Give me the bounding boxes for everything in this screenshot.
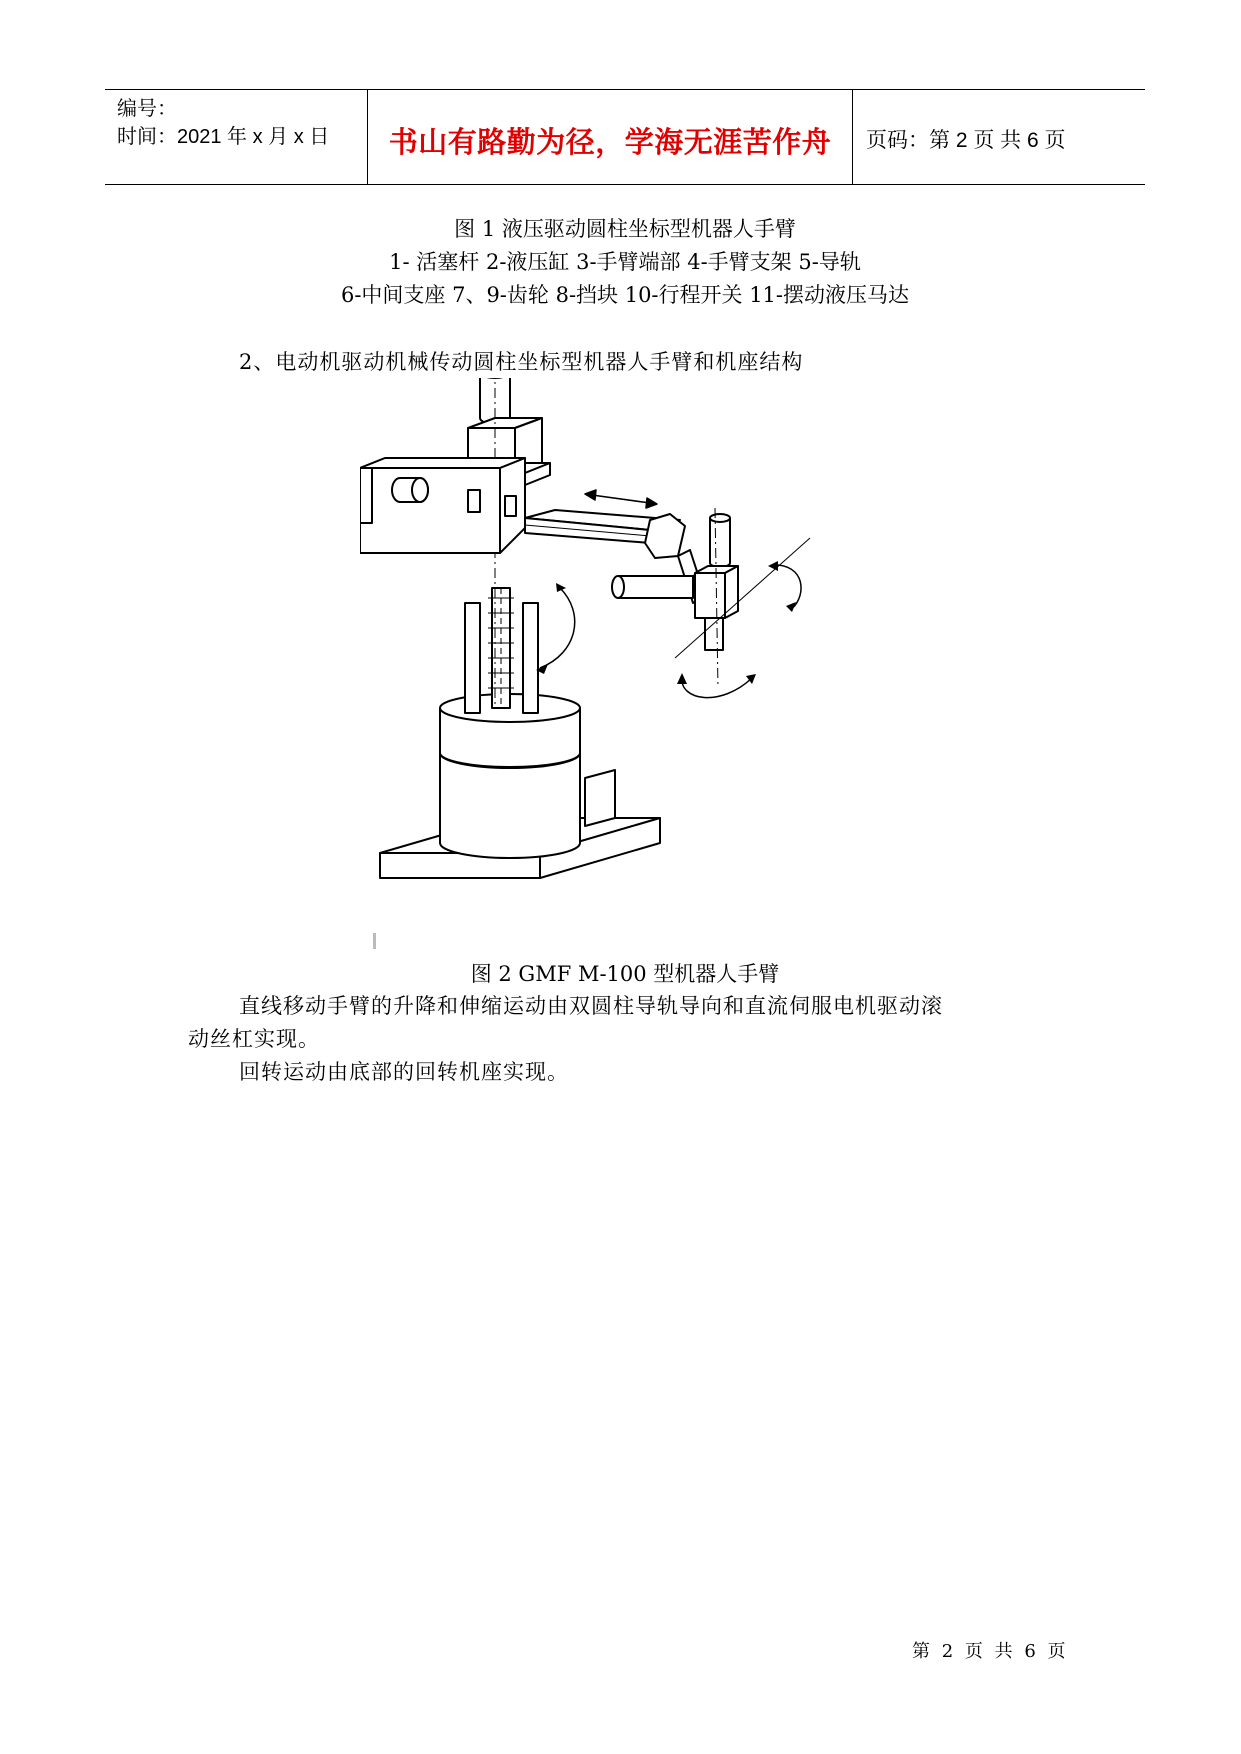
- page-footer-number: 第 2 页 共 6 页: [912, 1641, 1066, 1662]
- header-page-label: 页码：第 2 页 共 6 页: [866, 129, 1066, 152]
- column-rotation-arrow: [540, 588, 575, 668]
- arm-carriage: [360, 458, 525, 553]
- figure2-title: 图 2 GMF M-100 型机器人手臂: [470, 962, 780, 986]
- header-left-cell: [105, 90, 368, 184]
- page-header: [105, 89, 1145, 185]
- column-guide-rods: [465, 588, 538, 713]
- body-paragraph-1-line-2: 动丝杠实现。: [188, 1027, 320, 1051]
- body-paragraph-1-line-1: 直线移动手臂的升降和伸缩运动由双圆柱导轨导向和直流伺服电机驱动滚: [239, 994, 943, 1018]
- end-effector: [675, 508, 810, 688]
- header-right-cell: [854, 90, 1145, 184]
- section2-heading: 2、电动机驱动机械传动圆柱坐标型机器人手臂和机座结构: [239, 350, 804, 374]
- figure1-title: 图 1 液压驱动圆柱坐标型机器人手臂: [454, 217, 796, 241]
- body-paragraph-2: 回转运动由底部的回转机座实现。: [239, 1060, 569, 1084]
- robot-arm-figure: [360, 378, 920, 948]
- document-time-label: 时间：2021 年 x 月 x 日: [117, 126, 330, 148]
- horizontal-motion-arrow: [585, 490, 657, 508]
- header-motto-cell: [368, 90, 853, 184]
- document-number-label: 编号：: [117, 98, 177, 120]
- figure-scan-mark: [373, 933, 376, 949]
- figure1-legend-line2: 6-中间支座 7、9-齿轮 8-挡块 10-行程开关 11-摆动液压马达: [340, 283, 910, 307]
- figure1-legend-line1: 1- 活塞杆 2-液压缸 3-手臂端部 4-手臂支架 5-导轨: [389, 250, 861, 274]
- header-motto: 书山有路勤为径，学海无涯苦作舟: [388, 125, 832, 159]
